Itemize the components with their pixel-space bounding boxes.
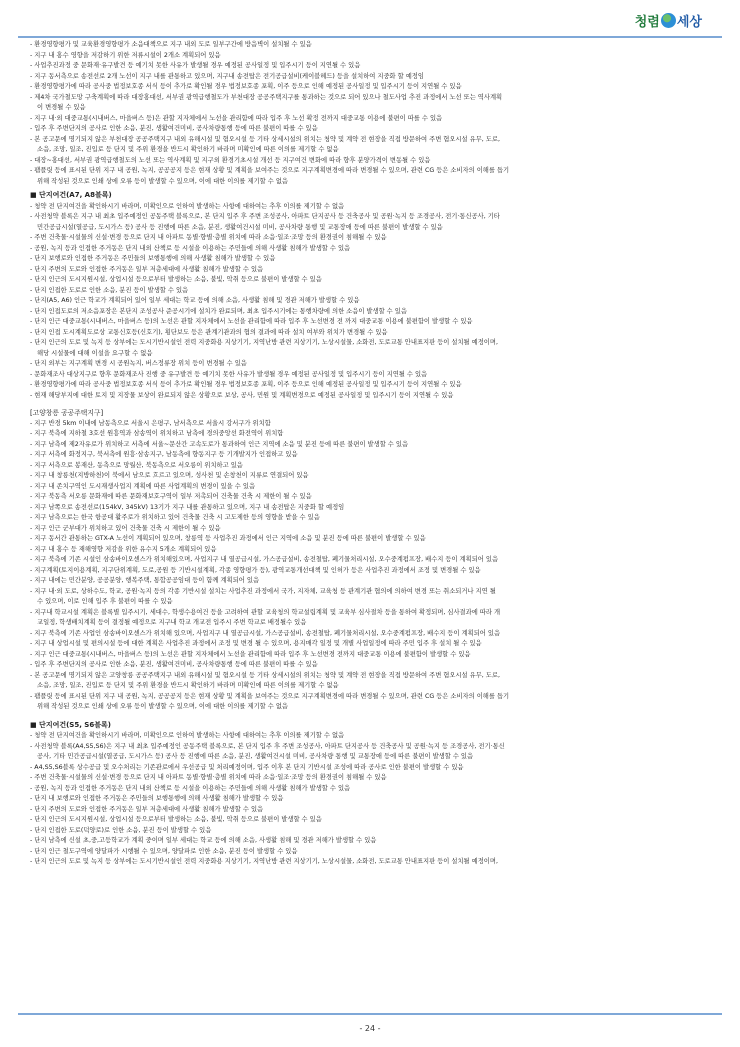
- text-line: - 단지 인근의 도시지원시설, 상업시설 등으로부터 발생하는 소음, 불빛, 악취 등으로 불편이 발생할 수 있음: [30, 816, 322, 823]
- text-line: - 대장~홍대선, 서부권 광역급행철도의 노선 또는 역사계획 및 지구외 환경기초시설 개선 등 지구여건 변화에 따라 향후 분양가격이 변동될 수 있음: [30, 156, 431, 164]
- globe-icon: [661, 13, 676, 28]
- text-line: 교일정, 학생배치계획 등이 결정될 예정으로 지구내 학교 개교전 입주시 주변 학교로 배정될수 있음: [37, 619, 307, 626]
- text-line: - 사전청약 블록은 지구 내 최초 입주예정인 공동주택 블록으로, 본 단지 입주 후 주변 조성공사, 아파트 단지공사 등 건축공사 및 공원·녹지 등 조경공사, 전기·통신공사, 기타: [30, 213, 500, 220]
- text-line: - 지구 내 홍수 등 재해영향 저감을 위한 유수지 5개소 계획되어 있음: [30, 545, 217, 553]
- text-line: - 단지 주변의 도로와 인접한 주거동은 일부 저층세대에 사생활 침해가 발생할 수 있음: [30, 265, 264, 273]
- text-line: 민간공급시설(열공급, 도시가스 등) 공사 등 진행에 따른 소음, 분진, 생활여건시설 미비, 공사차량 통행 및 교통장애 등에 따른 불편이 발생할 수 있음: [37, 223, 443, 231]
- text-line: - 단지 남측에 신설 초,중,고등학교가 계획 중이며 일부 세대는 학교 등에 의해 소음, 사생활 침해 및 경관 저해가 발생할 수 있음: [30, 837, 377, 844]
- goyang-conditions-list: [30, 419, 710, 713]
- text-line: - 사전청약 블록(A4,S5,S6)은 지구 내 최초 입주예정인 공동주택 블록으로, 본 단지 입주 후 주변 조성공사, 아파트 단지공사 등 건축공사 및 공원·녹지 등 조경공사, 전기·통신: [30, 742, 505, 750]
- section-heading-a7-a8: ■ 단지여건(A7, A8블록): [30, 191, 112, 199]
- document-body: [30, 40, 710, 868]
- text-line: - 지구내 학교시설 계획은 블록별 입주시기, 세대수, 학생수용여건 등을 고려하여 관할 교육청의 학교설립계획 및 교육부 심사절차 등을 통하여 확정되며, 심사결과에 따라 개: [30, 608, 501, 616]
- text-line: - 단지 인근의 도로 및 녹지 등 상부에는 도시기반시설인 전력 지중화용 지상기기, 지역난방 관련 지상기기, 노상시설물, 소화전, 도로교통 안내표지판 등이 설치될 예정이며,: [30, 858, 498, 865]
- text-line: 수 있으며, 이로 인해 입주 후 불편이 따를 수 있음: [37, 598, 173, 605]
- text-line: - 지구 내 창릉천(지방하천)이 북에서 남으로 흐르고 있으며, 성사천 및 손창천이 지류로 연결되어 있음: [30, 472, 309, 479]
- section-heading-s5-s6: ■ 단지여건(S5, S6블록): [30, 720, 111, 729]
- text-line: - 지구 서측으로 봉재산, 동측으로 망월산, 북동측으로 서오릉이 위치하고 있음: [30, 461, 243, 469]
- text-line: - 팸플릿 등에 표시된 단위 지구 내 공원, 녹지, 공공공지 등은 현재 상황 및 계획을 보여주는 것으로 지구계획변경에 따라 변경될 수 있으며, 관련 CG 등은 소비자의 이해를 돕기: [30, 167, 510, 174]
- text-line: - 단지 인근의 도로 및 녹지 등 상부에는 도시기반시설인 전력 지중화용 지상기기, 지역난방 관련 지상기기, 노상시설물, 소화전, 도로교통 안내표지판 등이 설치될 예정이며,: [30, 339, 498, 346]
- text-line: - 지구 동서측으로 송전선로 2개 노선이 지구 내를 관통하고 있으며, 지구내 송전탑은 전기공급설비(케이블헤드) 등을 설치하여 지중화 할 예정임: [30, 72, 424, 80]
- text-line: - 입주 후 주변단지의 공사로 인한 소음, 분진, 생활여건미비, 공사차량통행 등에 따른 불편이 따를 수 있음: [30, 661, 318, 668]
- s5-s6-conditions-list: [30, 731, 710, 868]
- text-line: - 지구 내에는 민간분양, 공공분양, 행복주택, 통합공공임대 등이 함께 계획되어 있음: [30, 577, 260, 584]
- text-line: - 단지 인접 도시계획도로상 교통신호등(신호기), 횡단보도 등은 관계기관과의 협의 결과에 따라 설치 여부와 위치가 변경될 수 있음: [30, 328, 388, 336]
- logo-text-right: 세상: [676, 14, 702, 30]
- text-line: - 단지 인접한 도로(덕양로)로 인한 소음, 분진 등이 발생할 수 있음: [30, 826, 212, 834]
- text-line: - 지구 북측에 지하철 3호선 원흥역과 삼송역이 위치하고 남측에 경의중앙선 화전역이 위치함: [30, 430, 284, 437]
- logo-text-left: 청렴: [634, 14, 660, 30]
- text-line: - 지구 북측에 기존 시설인 삼송바이오센스가 위치해있으며, 사업지구 내 열공급시설, 가스공급설비, 송전철탑, 폐기물처리시설, 오수중계펌프장, 배수지 등이 계획되어 있음: [30, 556, 499, 563]
- text-line: - 지구 북동측 서오릉 문화재에 따른 문화재보호구역이 일부 저촉되어 건축물 건축 시 제한이 될 수 있음: [30, 493, 312, 500]
- a7-a8-conditions-list: [30, 202, 710, 402]
- text-line: - 본 공고문에 명기되지 않은 부천대장 공공주택지구 내외 유해시설 및 혐오시설 등 기타 상세시설의 위치는 청약 및 계약 전 현장을 직접 방문하여 주변 혐오시설 유무, 도로,: [30, 135, 500, 143]
- text-line: - 문화재조사 대상지구로 향후 문화재조사 진행 중 유구발견 등 예기치 못한 사유가 발생될 경우 예정된 공사일정 및 입주시기 등이 지연될 수 있음: [30, 370, 428, 378]
- text-line: 공사, 기타 민간공급시설(열공급, 도시가스 등) 공사 등 진행에 따른 소음, 분진, 생활여건시설 미비, 공사차량 통행 및 교통장애 등에 따른 불편이 발생할 수 있음: [37, 753, 474, 760]
- text-line: - 현재 해당부지에 대한 토지 및 지장물 보상이 완료되지 않은 상황으로 보상, 공사, 민원 및 계획변경으로 예정된 공사일정 및 입주시기 등이 지연될 수 있음: [30, 391, 454, 399]
- text-line: - 단지 인근 철도구역에 양달파가 시행될 수 있으며, 양달파로 인한 소음, 분진 등이 발생할 수 있음: [30, 847, 298, 855]
- district-conditions-list: [30, 40, 710, 187]
- text-line: - 단지 내 보행로와 인접한 주거동은 주민들의 보행통행에 의해 사생활 침해가 발생할 수 있음: [30, 795, 284, 802]
- text-line: - 입주 후 주변단지의 공사로 인한 소음, 분진, 생활여건미비, 공사차량통행 등에 따른 불편이 따를 수 있음: [30, 125, 318, 132]
- text-line: - 제4차 국가철도망 구축계획에 따라 대장홍대선, 서부권 광역급행철도가 부천대장 공공주택지구를 통과하는 것으로 되어 있으나 철도사업 추진 과정에서 노선 또는 역사계획: [30, 93, 503, 101]
- text-line: - 단지 인접한 도로로 인한 소음, 분진 등이 발생할 수 있음: [30, 286, 189, 294]
- text-line: - 지구 인근 군부대가 위치하고 있어 건축물 건축 시 제한이 될 수 있음: [30, 524, 221, 532]
- text-line: - 단지 주변의 도로와 인접한 주거동은 일부 저층세대에 사생활 침해가 발생할 수 있음: [30, 805, 264, 813]
- text-line: - 단지 외부는 지구계획 변경 시 공원녹지, 버스정류장 위치 등이 변경될 수 있음: [30, 360, 247, 367]
- text-line: - 지구 남쪽으로 송전선로(154kV, 345kV) 13기가 지구 내를 관통하고 있으며, 지구 내 송전탑은 지중화 할 예정임: [30, 503, 345, 511]
- text-line: - 단지 인접도로의 저소음포장은 본단지 조성공사 준공시기에 설치가 완료되며, 최초 입주시기에는 통행차량에 의한 소음이 발생할 수 있음: [30, 307, 407, 315]
- text-line: - 지구 남측에 제2자유로가 위치하고 서측에 서울~문산간 고속도로가 통과하여 인근 지역에 소음 및 분진 등에 따른 불편이 발생할 수 있음: [30, 440, 409, 448]
- text-line: - 지구 내 상업시설 및 편의시설 등에 대한 계획은 사업추진 과정에서 조정 및 변경 될 수 있으며, 용지매각 일정 및 개별 사업일정에 따라 주민 입주 후 설치 될 수 있음: [30, 640, 482, 647]
- footer-rule: [18, 1013, 722, 1015]
- section-heading-goyang: [고양창릉 공공주택지구]: [30, 409, 104, 417]
- text-line: - 청약 전 단지여건을 확인하시기 바라며, 미확인으로 인하여 발생하는 사항에 대하여는 추후 이의를 제기할 수 없음: [30, 202, 345, 210]
- text-line: - 지구 반경 5km 이내에 남동측으로 서울시 은평구, 남서측으로 서울시 강서구가 위치함: [30, 419, 271, 427]
- text-line: - 지구 내·외 대중교통(시내버스, 마을버스 등)은 관할 지자체에서 노선을 관리함에 따라 입주 후 노선 확정 전까지 대중교통 이용에 불편이 따를 수 있음: [30, 114, 443, 122]
- text-line: 위해 작성된 것으로 인쇄 상에 오류 등이 발생할 수 있으며, 이에 대한 이의를 제기할 수 없음: [37, 703, 289, 710]
- text-line: - 단지(A5, A6) 인근 학교가 계획되어 있어 일부 세대는 학교 등에 의해 소음, 사생활 침해 및 경관 저해가 발생할 수 있음: [30, 297, 360, 304]
- text-line: - 환경영향평가에 따라 공사중 법정보호종 서식 등이 추가로 확인될 경우 법정보호종 포획, 이주 등으로 인해 예정된 공사일정 및 입주시기 등이 지연될 수 있음: [30, 83, 462, 90]
- text-line: 해당 시설물에 대해 이설을 요구할 수 없음: [37, 349, 153, 357]
- header-rule: [18, 36, 722, 38]
- text-line: - A4,S5,S6블록 상수공급 및 오수처리는 기존관로에서 우선공급 및 처리예정이며, 입주 이후 본 단지 기반시설 조성에 따라 공사로 인한 불편이 발생할 수 있음: [30, 763, 464, 771]
- text-line: - 단지 보행로와 인접한 주거동은 주민들의 보행통행에 의해 사생활 침해가 발생할 수 있음: [30, 255, 276, 262]
- text-line: - 단지 인근의 도시지원시설, 상업시설 등으로부터 발생하는 소음, 불빛, 악취 등으로 불편이 발생할 수 있음: [30, 276, 322, 283]
- text-line: 위해 작성된 것으로 인쇄 상에 오류 등이 발생할 수 있으며, 이에 대한 이의를 제기할 수 없음: [37, 177, 289, 185]
- text-line: 소음, 조망, 일조, 진입로 등 단지 및 주위 환경을 반드시 확인하기 바라며 미확인에 따른 이의를 제기할 수 없음: [37, 146, 339, 153]
- text-line: - 공원, 녹지 등과 인접한 주거동은 단지 내외 산책로 등 시설을 이용하는 주민들에 의해 사생활 침해가 발생할 수 있음: [30, 784, 351, 792]
- text-line: - 사업추진과정 중 문화재·유구발견 등 예기치 못한 사유가 발생될 경우 예정된 공사일정 및 입주시기 등이 지연될 수 있음: [30, 62, 361, 69]
- text-line: - 단지 인근 대중교통(시내버스, 마을버스 등)의 노선은 관할 지자체에서 노선을 관리함에 따라 입주 후 노선변경 전 까지 대중교통 이용에 불편함이 발생할 수 있음: [30, 318, 473, 325]
- text-line: - 팸플릿 등에 표시된 단위 지구 내 공원, 녹지, 공공공지 등은 현재 상황 및 계획을 보여주는 것으로 지구계획변경에 따라 변경될 수 있으며, 관련 CG 등은 소비자의 이해를 돕기: [30, 692, 510, 700]
- text-line: - 주변 건축물·시설물의 신설·변경 등으로 단지 내 아파트 동별·향별·층별 위치에 따라 소음·일조·조망 등의 환경권이 침해될 수 있음: [30, 774, 387, 781]
- text-line: - 청약 전 단지여건을 확인하시기 바라며, 미확인으로 인하여 발생하는 사항에 대하여는 추후 이의를 제기할 수 없음: [30, 732, 345, 739]
- text-line: - 지구 북측에 기존 사업인 삼송바이오센스가 위치해 있으며, 사업지구 내 열공급시설, 가스공급설비, 송전철탑, 폐기물처리시설, 오수중계펌프장, 배수지 등이 계획되어 있음: [30, 629, 501, 637]
- text-line: - 지구 남측으로는 한국 항공대 활주로가 위치하고 있어 건축물 건축 시 고도제한 등의 영향을 받을 수 있음: [30, 514, 320, 521]
- text-line: - 지구 내 홍수 영향을 저감하기 위한 저류시설이 2개소 계획되어 있음: [30, 51, 221, 59]
- text-line: - 주변 건축물·시설물의 신설·변경 등으로 단지 내 아파트 동별·향별·층별 위치에 따라 소음·일조·조망 등의 환경권이 침해될 수 있음: [30, 234, 387, 241]
- text-line: - 환경영향평가 및 교육환경영향평가 소음대책으로 지구 내외 도로 일부구간에 방음벽이 설치될 수 있음: [30, 41, 312, 48]
- text-line: - 공원, 녹지 등과 인접한 주거동은 단지 내외 산책로 등 시설을 이용하는 주민들에 의해 사생활 침해가 발생할 수 있음: [30, 244, 351, 252]
- text-line: - 본 공고문에 명기되지 않은 고양창릉 공공주택지구 내외 유해시설 및 혐오시설 등 기타 상세시설의 위치는 청약 및 계약 전 현장을 직접 방문하여 주변 혐오시설 유무, 도로,: [30, 671, 500, 679]
- logo: [635, 10, 702, 30]
- page-number: - 24 -: [359, 1024, 381, 1033]
- text-line: - 지구 동서간 관통하는 GTX-A 노선이 계획되어 있으며, 창릉역 등 사업추진 과정에서 인근 지역에 소음 및 분진 등에 따른 불편이 발생할 수 있음: [30, 535, 426, 542]
- text-line: - 지구계획(토지이용계획, 지구단위계획, 도로,공원 등 기반시설계획, 각종 영향평가 등), 광역교통개선대책 및 인허가 등은 사업추진 과정에서 조정 및 변경될 수 있음: [30, 566, 481, 574]
- text-line: - 지구 서측에 화정지구, 북서측에 원흥·삼송지구, 남동측에 향동지구 등 기개발지가 인접하고 있음: [30, 451, 298, 458]
- text-line: 소음, 조망, 일조, 진입로 등 단지 및 주위 환경을 반드시 확인하기 바라며 미확인에 따른 이의를 제기할 수 없음: [37, 682, 339, 689]
- text-line: - 지구 인근 대중교통(시내버스, 마을버스 등)의 노선은 관할 지자체에서 노선을 관리함에 따라 입주 후 노선변경 전까지 대중교통 이용에 불편함이 발생할 수 있음: [30, 650, 471, 658]
- text-line: - 지구 내·외 도로, 상하수도, 학교, 공원·녹지 등의 각종 기반시설 설치는 사업추진 과정에서 국가, 지자체, 교육청 등 관계기관 협의에 의하여 변경 또는 취소되거나 지연 될: [30, 587, 496, 595]
- text-line: - 지구 내 존치구역인 도시재생사업지 계획에 따른 사업계획의 변경이 있을 수 있음: [30, 482, 256, 490]
- text-line: 이 변경될 수 있음: [37, 104, 86, 111]
- text-line: - 환경영향평가에 따라 공사중 법정보호종 서식 등이 추가로 확인될 경우 법정보호종 포획, 이주 등으로 인해 예정된 공사일정 및 입주시기 등이 지연될 수 있음: [30, 381, 462, 388]
